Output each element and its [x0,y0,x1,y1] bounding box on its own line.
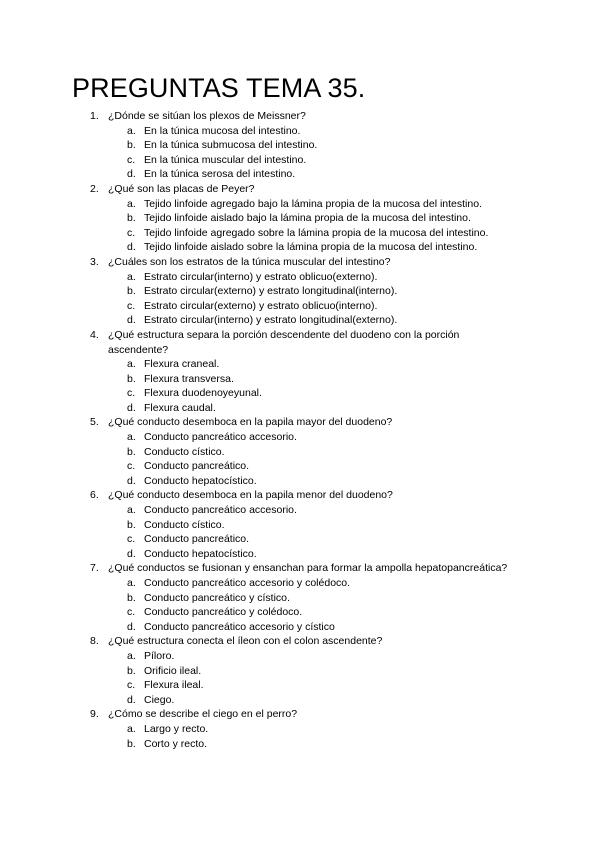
option-letter: a. [127,722,136,735]
option-letter: d. [127,401,136,414]
option-letter: b. [127,737,136,750]
option-text: Ciego. [144,693,175,706]
option-text: Estrato circular(interno) y estrato oblicuo(externo). [144,270,378,283]
answer-options [0,357,600,415]
option-text: Conducto pancreático accesorio y cístico [144,620,335,633]
question-number: 8. [90,635,99,648]
option-letter: b. [127,518,136,531]
question-text: ¿Qué conductos se fusionan y ensanchan para formar la ampolla hepatopancreática? [108,562,508,575]
question-item [0,561,600,634]
answer-option [0,605,600,620]
question-number: 7. [90,562,99,575]
option-letter: c. [127,226,136,239]
question-item [0,328,600,416]
option-letter: a. [127,197,136,210]
answer-option [0,722,600,737]
answer-option [0,240,600,255]
answer-option [0,620,600,635]
option-letter: a. [127,649,136,662]
page-title: PREGUNTAS TEMA 35. [72,73,366,103]
option-letter: b. [127,139,136,152]
question-text: ¿Qué estructura conecta el íleon con el colon ascendente? [108,635,383,648]
answer-option [0,591,600,606]
question-text: ¿Qué son las placas de Peyer? [108,182,255,195]
option-letter: c. [127,679,136,692]
option-text: Conducto hepatocístico. [144,547,257,560]
question-text: ¿Qué conducto desemboca en la papila mayor del duodeno? [108,416,393,429]
option-letter: b. [127,591,136,604]
question-item [0,255,600,328]
answer-option [0,474,600,489]
option-text: Tejido linfoide aislado bajo la lámina propia de la mucosa del intestino. [144,212,471,225]
answer-option [0,518,600,533]
answer-option [0,226,600,241]
answer-option [0,211,600,226]
question-number: 1. [90,110,99,122]
answer-option [0,284,600,299]
option-letter: a. [127,124,136,137]
option-letter: c. [127,153,136,166]
option-letter: b. [127,285,136,298]
option-text: Conducto pancreático. [144,533,250,546]
option-text: En la túnica muscular del intestino. [144,153,307,166]
option-letter: b. [127,445,136,458]
option-text: Largo y recto. [144,722,209,735]
option-text: Conducto pancreático accesorio. [144,504,297,517]
option-text: Estrato circular(externo) y estrato longitudinal(interno). [144,285,398,298]
answer-option [0,649,600,664]
question-number: 4. [90,328,99,341]
answer-options [0,576,600,634]
option-letter: a. [127,358,136,371]
option-text: Conducto pancreático accesorio. [144,431,297,444]
answer-option [0,372,600,387]
answer-option [0,401,600,416]
answer-option [0,459,600,474]
question-text: ¿Cuáles son los estratos de la túnica muscular del intestino? [108,255,391,268]
question-item [0,182,600,255]
answer-option [0,445,600,460]
option-letter: c. [127,460,136,473]
option-text: Estrato circular(interno) y estrato longitudinal(externo). [144,314,398,327]
answer-options [0,722,600,751]
option-text: Tejido linfoide agregado bajo la lámina propia de la mucosa del intestino. [144,197,482,210]
question-text: ¿Qué conducto desemboca en la papila menor del duodeno? [108,489,393,502]
option-letter: c. [127,606,136,619]
answer-option [0,167,600,182]
question-text: ¿Dónde se sitúan los plexos de Meissner? [108,110,306,122]
answer-options [0,430,600,488]
answer-options [0,270,600,328]
option-letter: c. [127,299,136,312]
option-text: Tejido linfoide agregado sobre la lámina propia de la mucosa del intestino. [144,226,489,239]
answer-options [0,197,600,255]
option-text: Corto y recto. [144,737,208,750]
question-item [0,415,600,488]
answer-option [0,124,600,139]
question-item [0,109,600,182]
answer-option [0,737,600,752]
answer-option [0,386,600,401]
answer-option [0,693,600,708]
answer-option [0,299,600,314]
answer-option [0,576,600,591]
option-letter: a. [127,270,136,283]
option-text: Flexura ileal. [144,679,204,692]
option-text: Conducto pancreático y cístico. [144,591,290,604]
answer-option [0,270,600,285]
option-letter: a. [127,504,136,517]
question-item [0,488,600,561]
option-text: Conducto cístico. [144,445,225,458]
question-number: 9. [90,708,99,721]
option-letter: b. [127,664,136,677]
answer-options [0,124,600,182]
question-number: 6. [90,489,99,502]
question-text: ¿Cómo se describe el ciego en el perro? [108,708,298,721]
answer-option [0,503,600,518]
answer-option [0,547,600,562]
option-letter: d. [127,241,136,254]
option-text: Flexura duodenoyeyunal. [144,387,262,400]
option-text: Estrato circular(externo) y estrato oblicuo(interno). [144,299,378,312]
question-list [0,109,600,751]
option-text: Tejido linfoide aislado sobre la lámina propia de la mucosa del intestino. [144,241,478,254]
option-text: Conducto pancreático accesorio y colédoco. [144,577,351,589]
option-letter: c. [127,533,136,546]
answer-option [0,138,600,153]
question-text: ¿Qué estructura separa la porción descendente del duodeno con la porción ascendente? [108,328,460,356]
option-letter: b. [127,212,136,225]
option-letter: d. [127,693,136,706]
option-letter: c. [127,387,136,400]
answer-option [0,532,600,547]
answer-option [0,430,600,445]
option-text: En la túnica serosa del intestino. [144,168,296,181]
option-text: Conducto pancreático y colédoco. [144,606,303,619]
question-number: 3. [90,255,99,268]
option-letter: d. [127,620,136,633]
option-text: Orificio ileal. [144,664,202,677]
question-number: 2. [90,182,99,195]
option-text: En la túnica submucosa del intestino. [144,139,318,152]
option-letter: d. [127,474,136,487]
option-letter: d. [127,547,136,560]
answer-option [0,153,600,168]
option-text: En la túnica mucosa del intestino. [144,124,301,137]
answer-option [0,313,600,328]
question-number: 5. [90,416,99,429]
option-text: Conducto pancreático. [144,460,250,473]
answer-option [0,357,600,372]
option-text: Conducto hepatocístico. [144,474,257,487]
option-letter: b. [127,372,136,385]
option-text: Píloro. [144,649,175,662]
option-letter: a. [127,577,136,589]
option-letter: a. [127,431,136,444]
answer-options [0,503,600,561]
option-letter: d. [127,168,136,181]
question-item [0,707,600,751]
question-item [0,634,600,707]
answer-option [0,197,600,212]
option-text: Flexura craneal. [144,358,220,371]
option-text: Conducto cístico. [144,518,225,531]
answer-option [0,664,600,679]
option-text: Flexura transversa. [144,372,234,385]
answer-option [0,678,600,693]
answer-options [0,649,600,707]
option-text: Flexura caudal. [144,401,216,414]
option-letter: d. [127,314,136,327]
